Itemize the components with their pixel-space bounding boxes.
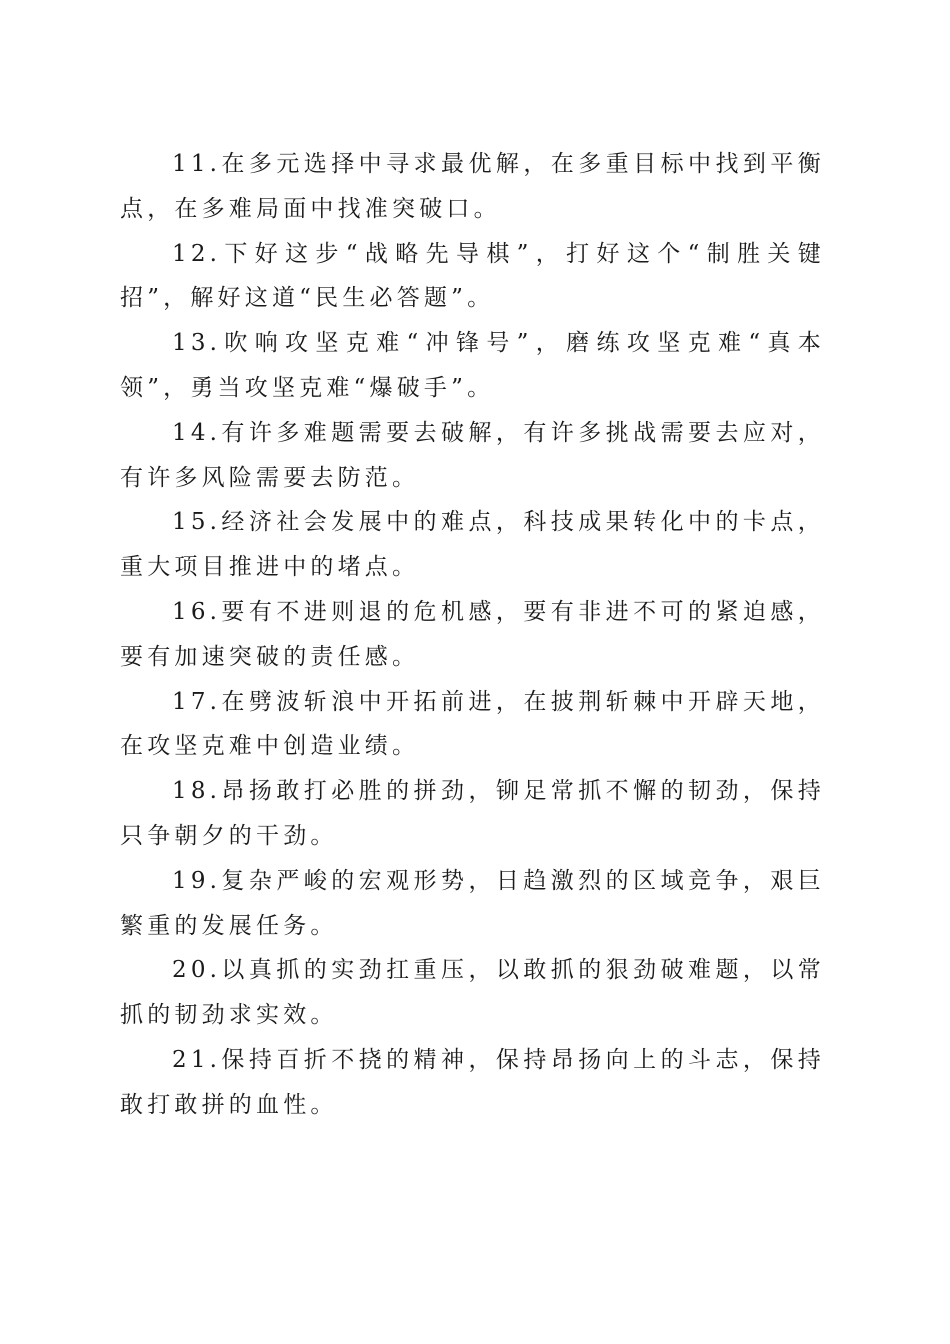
paragraph-19: 19.复杂严峻的宏观形势，日趋激烈的区域竞争，艰巨繁重的发展任务。: [120, 867, 825, 939]
paragraph-13: 13.吹响攻坚克难“冲锋号”，磨练攻坚克难“真本领”，勇当攻坚克难“爆破手”。: [120, 330, 825, 401]
paragraph-16: 16.要有不进则退的危机感，要有非进不可的紧迫感，要有加速突破的责任感。: [120, 598, 825, 670]
paragraph-14: 14.有许多难题需要去破解，有许多挑战需要去应对，有许多风险需要去防范。: [120, 419, 825, 491]
paragraph-21: 21.保持百折不挠的精神，保持昂扬向上的斗志，保持敢打敢拼的血性。: [120, 1046, 825, 1118]
paragraph-11: 11.在多元选择中寻求最优解，在多重目标中找到平衡点，在多难局面中找准突破口。: [120, 151, 825, 222]
paragraph-20: 20.以真抓的实劲扛重压，以敢抓的狠劲破难题，以常抓的韧劲求实效。: [120, 957, 825, 1029]
document-body: [120, 142, 825, 1128]
paragraph-18: 18.昂扬敢打必胜的拼劲，铆足常抓不懈的韧劲，保持只争朝夕的干劲。: [120, 778, 825, 849]
paragraph-17: 17.在劈波斩浪中开拓前进，在披荆斩棘中开辟天地，在攻坚克难中创造业绩。: [120, 688, 825, 760]
paragraph-12: 12.下好这步“战略先导棋”，打好这个“制胜关键招”，解好这道“民生必答题”。: [120, 240, 825, 312]
paragraph-15: 15.经济社会发展中的难点，科技成果转化中的卡点，重大项目推进中的堵点。: [120, 509, 825, 581]
